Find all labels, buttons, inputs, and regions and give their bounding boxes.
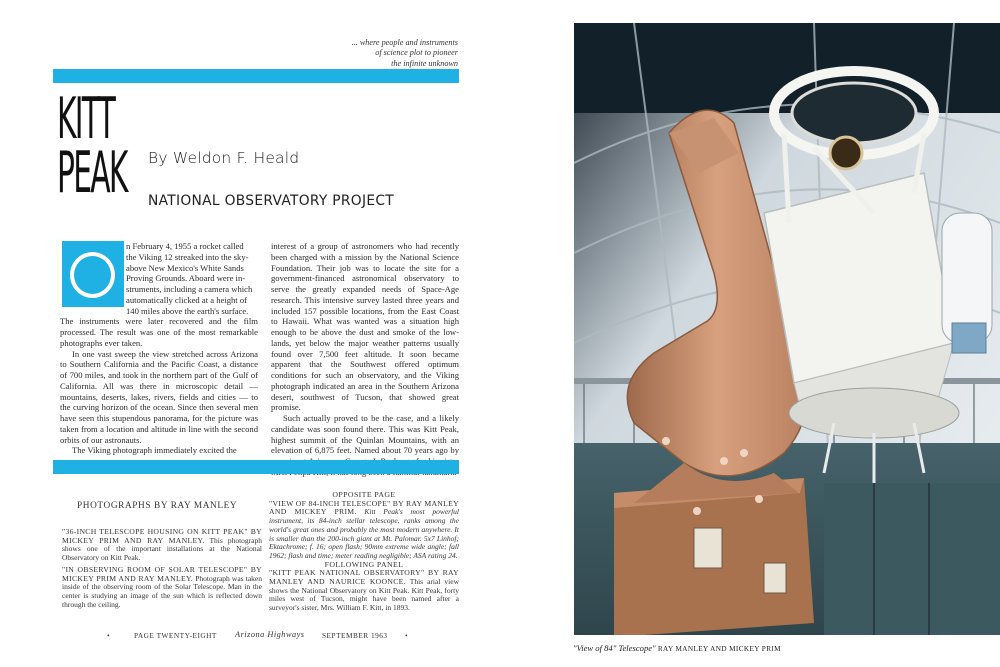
byline: By Weldon F. Heald (148, 149, 300, 167)
article-column-1 (60, 241, 258, 456)
caption-body: This photograph shows one of the important installations at the National Observatory on Kitt Peak. (62, 535, 262, 563)
caption-title: "36-INCH TELESCOPE HOUSING ON KITT PEAK" BY MICKEY PRIM AND RAY MANLEY. (62, 527, 262, 545)
paragraph: The instruments were later recovered and the film processed. The result was one of the most remarkable photographs ever taken. (60, 316, 258, 348)
caption-title: "KITT PEAK NATIONAL OBSERVATORY" BY RAY MANLEY AND NAURICE KOONCE. (269, 568, 459, 587)
caption-solar-telescope (62, 566, 262, 610)
bottom-accent-rule (53, 460, 459, 474)
paragraph: interest of a group of astronomers who had recently been charged with a mission by the National Science Foundation. Their job was to locate the site for a government-financed astronomical observatory to serve the greatly expanded needs of Space-Age research. This intensive survey lasted three years and included 157 possible locations, from the East Coast to Hawaii. What was wanted was a situation high enough to be above the dust and smoke of the low-lands, yet below the major weather patterns usually found over 7,500 feet altitude. It soon became apparent that the Southwest offered optimum conditions for such an observatory, and the Viking photograph indicated an area in the Southern Arizona desert, southwest of Tucson, that showed great promise. (271, 241, 459, 413)
photo-credit: PHOTOGRAPHS BY RAY MANLEY (77, 501, 238, 511)
telescope-photo (574, 23, 1000, 635)
wrapped-line: automatically clicked at a height of (126, 294, 247, 305)
epigraph-line: the infinite unknown (391, 58, 458, 68)
footer-magazine: Arizona Highways (235, 630, 305, 639)
wrapped-line: the Viking 12 streaked into the sky- (126, 251, 249, 262)
paragraph: The Viking photograph immediately excited the (72, 445, 237, 456)
epigraph-line: ... where people and instruments (351, 38, 458, 47)
photo-caption-credit: RAY MANLEY AND MICKEY PRIM (657, 645, 781, 653)
top-accent-rule (53, 69, 459, 83)
caption-body: Kitt Peak's most powerful instrument, its 84-inch stellar telescope, ranks among the world's great ones and probably the most modern anywhere. It is smaller than the 200-inch giant at Mt. Palomar. 5x7 Linhof; Ektachrome; f. 16; open flash; 90mm extreme wide angle; fall 1962; flash and time; meter reading negligible; ASA rating 24. (269, 507, 459, 560)
caption-column-right (269, 491, 459, 613)
wrapped-line: Proving Grounds. Aboard were in- (126, 273, 246, 284)
caption-title: "VIEW OF 84-INCH TELESCOPE" BY RAY MANLEY AND MICKEY PRIM. (269, 498, 459, 517)
photo-caption-title: "View of 84" Telescope" (573, 643, 656, 653)
paragraph: In one vast sweep the view stretched across Arizona to Southern California and the Pacific Coast, a distance of 700 miles, and took in the northern part of the Gulf of California. All was there in microscopic detail — mountains, deserts, lakes, rivers, fields and cities — to the curving horizon of the ocean. Since then several men have seen this stupendous panorama, for the picture was taken from a location and altitude in line with the second orbits of our astronauts. (60, 348, 258, 445)
caption-title: "IN OBSERVING ROOM OF SOLAR TELESCOPE" BY MICKEY PRIM AND RAY MANLEY. (62, 565, 262, 583)
title-line-kitt: KITT (57, 86, 115, 152)
opposite-page-label: OPPOSITE PAGE (332, 490, 396, 499)
caption-body: Photograph was taken inside of the observing room of the Solar Telescope. Man in the center is studying an image of the sun which is reflected down through the ceiling. (62, 573, 262, 609)
paragraph: Such actually proved to be the case, and a likely candidate was soon found there. This was Kitt Peak, highest summit of the Quinlan Mountains, with an elevation of 6,875 feet. Named about 70 years ago by (271, 413, 459, 456)
telescope-illustration (574, 23, 1000, 635)
following-panel-label: FOLLOWING PANEL (324, 559, 404, 569)
wrapped-line: n February 4, 1955 a rocket called (126, 241, 244, 251)
wrapped-line: struments, including a camera which (126, 284, 253, 294)
footer-page-number: PAGE TWENTY-EIGHT (134, 631, 217, 640)
wrapped-line: above New Mexico's White Sands (126, 262, 244, 273)
footer-bullet: • (107, 631, 111, 640)
caption-36-inch (62, 528, 262, 563)
epigraph-line: of science plot to pioneer (375, 48, 458, 58)
caption-body: This arial view shows the National Observatory on Kitt Peak. Kitt Peak, forty miles west of Tucson, might have been named after a surveyor's sister, Mrs. William F. Kitt, in 1893. (269, 577, 459, 613)
title-line-peak: PEAK (57, 140, 127, 206)
epigraph (330, 38, 458, 69)
photo-caption (573, 643, 781, 653)
subtitle: NATIONAL OBSERVATORY PROJECT (148, 193, 395, 209)
wrapped-line: 140 miles above the earth's surface. (126, 305, 249, 316)
footer-bullet: • (405, 631, 409, 640)
article-column-2 (271, 241, 459, 478)
footer-date: SEPTEMBER 1963 (322, 631, 388, 640)
